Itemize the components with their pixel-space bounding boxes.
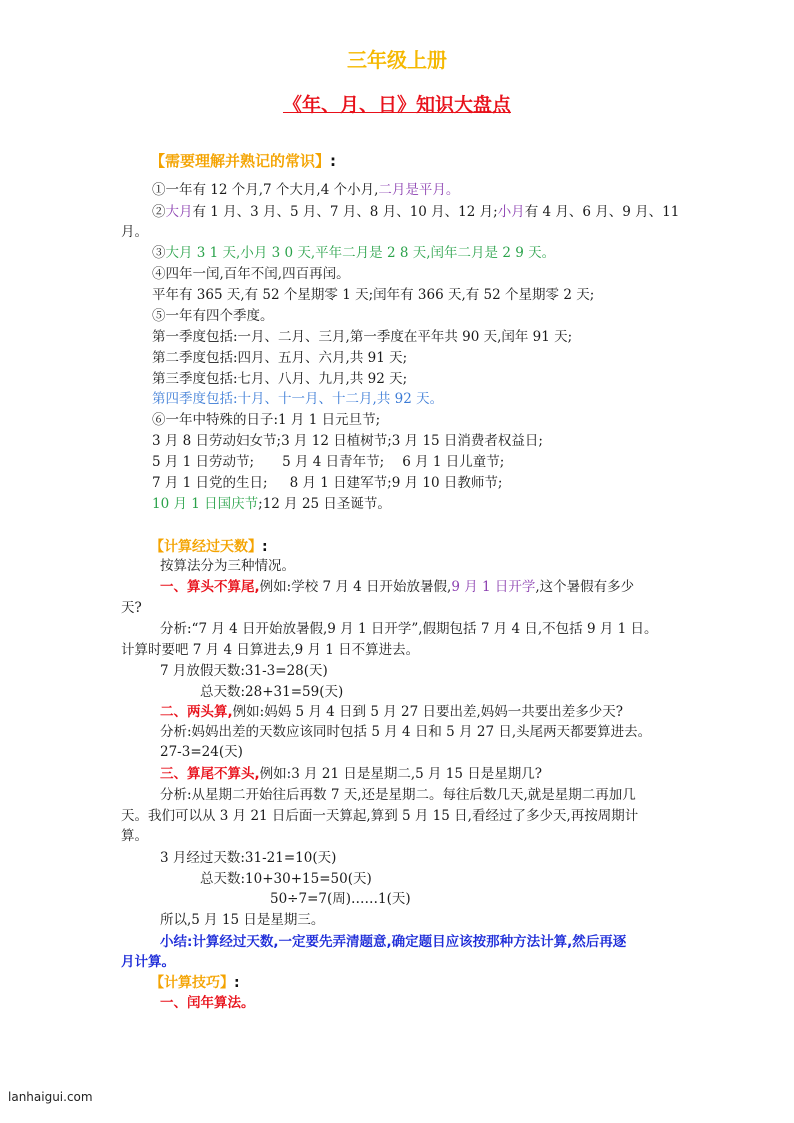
section-heading-calc-days: 【计算经过天数】: [150,539,268,555]
text-line: 一、算头不算尾,例如:学校 7 月 4 日开始放暑假,9 月 1 日开学,这个暑假有多少 [160,579,635,595]
text-line: 总天数:28+31=59(天) [200,684,344,700]
text-line: 计算时要吧 7 月 4 日算进去,9 月 1 日不算进去。 [121,642,420,658]
text-line: 第一季度包括:一月、二月、三月,第一季度在平年共 90 天,闰年 91 天; [152,329,573,345]
page-title: 三年级上册 [347,48,447,72]
text-line: ②大月有 1 月、3 月、5 月、7 月、8 月、10 月、12 月;小月有 4 月、6 月、9 月、11 [152,204,680,220]
text-line: ⑥一年中特殊的日子:1 月 1 日元旦节; [152,412,381,428]
text-line: 第二季度包括:四月、五月、六月,共 91 天; [152,350,408,366]
text-line: 27-3=24(天) [160,744,243,760]
text-line: 所以,5 月 15 日是星期三。 [160,912,325,928]
text-line: 7 月放假天数:31-3=28(天) [160,663,328,679]
text-line: 3 月经过天数:31-21=10(天) [160,850,337,866]
text-line: 第四季度包括:十月、十一月、十二月,共 92 天。 [152,391,444,407]
text-line: ①一年有 12 个月,7 个大月,4 个小月,二月是平月。 [152,182,460,198]
text-line: 算。 [121,828,148,844]
text-line: 10 月 1 日国庆节;12 月 25 日圣诞节。 [152,496,391,512]
text-line: 分析:“7 月 4 日开始放暑假,9 月 1 日开学”,假期包括 7 月 4 日,不包括 9 月 1 日。 [160,621,658,637]
text-line: 月。 [121,224,148,240]
summary-line: 小结:计算经过天数,一定要先弄清题意,确定题目应该按那种方法计算,然后再逐 [160,934,627,950]
text-line: 二、两头算,例如:妈妈 5 月 4 日到 5 月 27 日要出差,妈妈一共要出差多少天? [160,704,623,720]
text-line: 平年有 365 天,有 52 个星期零 1 天;闰年有 366 天,有 52 个星期零 2 天; [152,287,595,303]
text-line: 第三季度包括:七月、八月、九月,共 92 天; [152,371,408,387]
text-line: 总天数:10+30+15=50(天) [200,871,372,887]
text-line: 5 月 1 日劳动节; 5 月 4 日青年节; 6 月 1 日儿童节; [152,454,505,470]
text-line: 50÷7=7(周)……1(天) [270,891,411,907]
text-line: 按算法分为三种情况。 [160,558,295,574]
text-line: ④四年一闰,百年不闰,四百再闰。 [152,266,350,282]
text-line: ⑤一年有四个季度。 [152,308,274,324]
summary-line: 月计算。 [121,954,175,970]
text-line: ③大月 3 1 天,小月 3 0 天,平年二月是 2 8 天,闰年二月是 2 9 天。 [152,245,556,261]
text-line: 分析:妈妈出差的天数应该同时包括 5 月 4 日和 5 月 27 日,头尾两天都要算进去。 [160,724,652,740]
page-subtitle: 《年、月、日》知识大盘点 [282,94,511,116]
section-heading-calc-tips: 【计算技巧】: [150,975,240,991]
text-line: 一、闰年算法。 [160,995,255,1011]
text-line: 天? [121,600,142,616]
footer-site-name: lanhaigui.com [8,1090,93,1104]
text-line: 3 月 8 日劳动妇女节;3 月 12 日植树节;3 月 15 日消费者权益日; [152,433,543,449]
text-line: 7 月 1 日党的生日; 8 月 1 日建军节;9 月 10 日教师节; [152,475,503,491]
text-line: 天。我们可以从 3 月 21 日后面一天算起,算到 5 月 15 日,看经过了多少天,再按周期计 [121,808,639,824]
section-heading-common-knowledge: 【需要理解并熟记的常识】: [150,152,337,170]
text-line: 三、算尾不算头,例如:3 月 21 日是星期二,5 月 15 日是星期几? [160,766,542,782]
text-line: 分析:从星期二开始往后再数 7 天,还是星期二。每往后数几天,就是星期二再加几 [160,787,636,803]
